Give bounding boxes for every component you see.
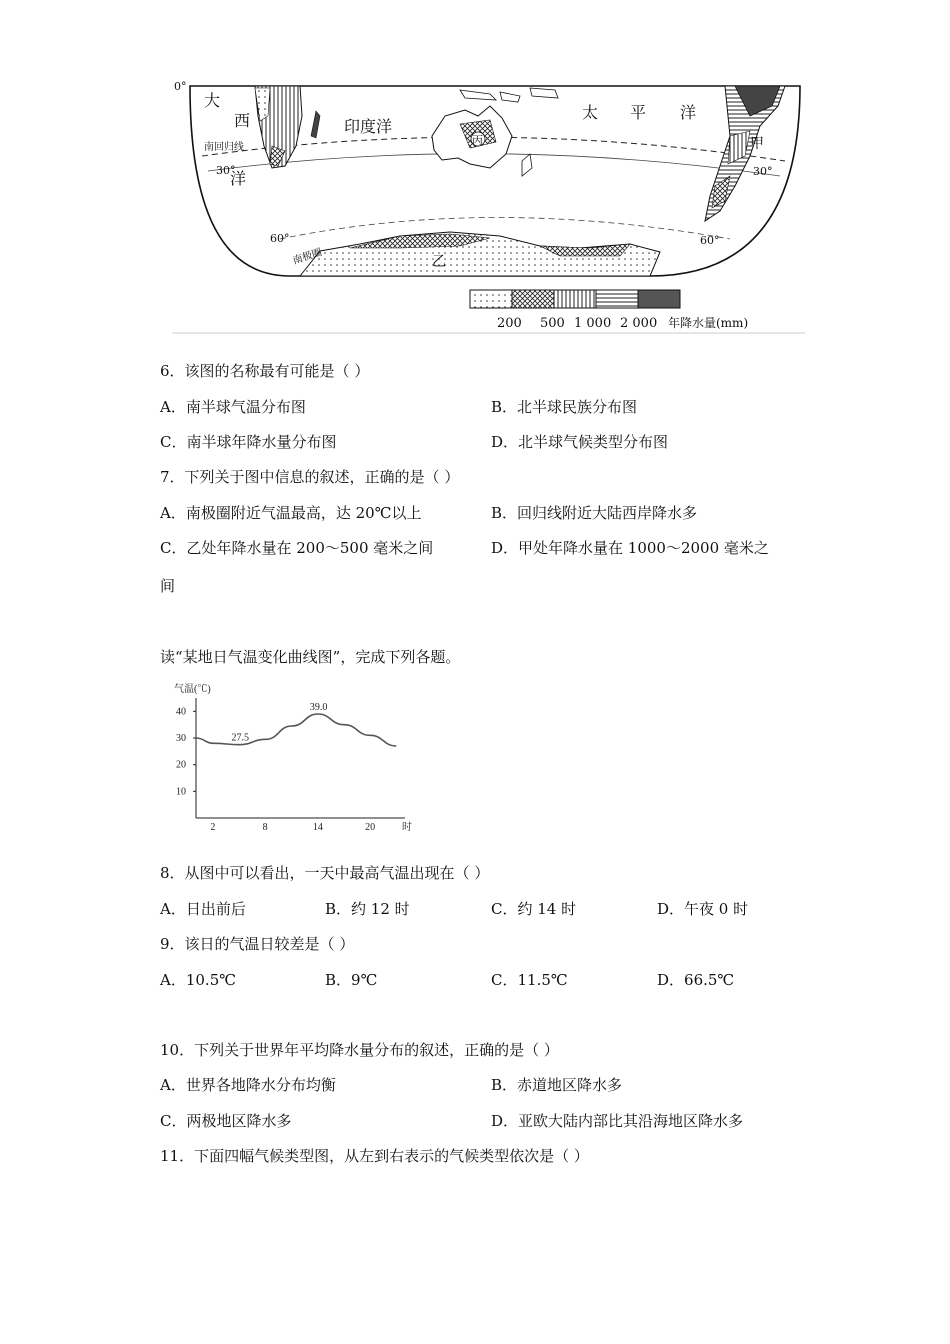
q8-stem: 8．从图中可以看出，一天中最高气温出现在（ ）: [160, 864, 490, 882]
indian-ocean-label: 印度洋: [344, 117, 393, 136]
q10-stem: 10．下列关于世界年平均降水量分布的叙述，正确的是（ ）: [160, 1041, 559, 1059]
lat30-left: 30°: [216, 164, 236, 177]
q6-option-d[interactable]: D．北半球气候类型分布图: [491, 433, 669, 451]
q9-option-d[interactable]: D．66.5℃: [657, 971, 735, 989]
q9-option-b[interactable]: B．9℃: [325, 971, 378, 989]
x-tick-label: 2: [210, 822, 216, 833]
q9-stem: 9．该日的气温日较差是（ ）: [160, 935, 355, 953]
q10-option-b[interactable]: B．赤道地区降水多: [491, 1076, 623, 1094]
pacific-char-2: 平: [630, 103, 647, 122]
q6-option-a[interactable]: A．南半球气温分布图: [160, 398, 306, 416]
y-tick-label: 20: [176, 759, 186, 771]
data-label: 39.0: [309, 702, 328, 713]
q7-stem: 7．下列关于图中信息的叙述，正确的是（ ）: [160, 468, 460, 486]
atlantic-char-2: 西: [234, 111, 251, 130]
pacific-char-1: 太: [582, 103, 599, 122]
y-tick-label: 40: [176, 706, 186, 718]
equator-label: 0°: [174, 80, 187, 93]
q6-stem: 6．该图的名称最有可能是（ ）: [160, 362, 370, 380]
lat60-left: 60°: [270, 232, 290, 245]
label-yi: 乙: [432, 254, 446, 270]
daily-temperature-chart: [170, 680, 420, 835]
y-tick-label: 30: [176, 733, 186, 744]
label-bing: 丙: [472, 134, 483, 147]
legend-200: 200: [497, 316, 522, 331]
q10-option-d[interactable]: D．亚欧大陆内部比其沿海地区降水多: [491, 1112, 744, 1130]
label-jia: 甲: [750, 136, 764, 152]
q8-option-d[interactable]: D．午夜 0 时: [657, 900, 749, 918]
atlantic-char-3: 洋: [230, 169, 247, 188]
q10-option-a[interactable]: A．世界各地降水分布均衡: [160, 1076, 336, 1094]
legend-1000: 1 000: [574, 316, 612, 331]
tropic-label: 南回归线: [204, 142, 244, 153]
precipitation-map: [160, 76, 805, 338]
chart-ylabel: 气温(℃): [174, 684, 211, 695]
data-label: 27.5: [231, 732, 250, 744]
legend-unit: 年降水量(mm): [668, 316, 749, 330]
chart-xlabel: 时: [402, 822, 412, 833]
legend: [470, 290, 748, 331]
q6-option-c[interactable]: C．南半球年降水量分布图: [160, 433, 337, 451]
q8-option-a[interactable]: A．日出前后: [160, 900, 246, 918]
q8-option-c[interactable]: C．约 14 时: [491, 900, 577, 918]
atlantic-char-1: 大: [204, 91, 221, 110]
legend-500: 500: [540, 316, 565, 331]
x-tick-label: 14: [312, 822, 323, 833]
y-tick-label: 10: [176, 786, 186, 798]
q6-option-b[interactable]: B．北半球民族分布图: [491, 398, 638, 416]
x-tick-label: 20: [365, 822, 376, 833]
q10-option-c[interactable]: C．两极地区降水多: [160, 1112, 292, 1130]
q7-option-c[interactable]: C．乙处年降水量在 200～500 毫米之间: [160, 539, 434, 557]
q9-option-c[interactable]: C．11.5℃: [491, 971, 568, 989]
q11-stem: 11．下面四幅气候类型图，从左到右表示的气候类型依次是（ ）: [160, 1147, 589, 1165]
q7-option-d[interactable]: D．甲处年降水量在 1000～2000 毫米之: [491, 539, 769, 557]
q9-option-a[interactable]: A．10.5℃: [160, 971, 237, 989]
legend-2000: 2 000: [620, 316, 658, 331]
reading-prompt: 读“某地日气温变化曲线图”，完成下列各题。: [160, 648, 461, 666]
q8-option-b[interactable]: B．约 12 时: [325, 900, 410, 918]
q7-option-d-wrap: 间: [160, 577, 176, 595]
pacific-char-3: 洋: [680, 103, 697, 122]
lat60-right: 60°: [700, 234, 720, 247]
q7-option-a[interactable]: A．南极圈附近气温最高，达 20℃以上: [160, 504, 422, 522]
lat30-right: 30°: [753, 165, 773, 178]
temperature-curve: [196, 714, 396, 746]
x-tick-label: 8: [262, 822, 268, 833]
q7-option-b[interactable]: B．回归线附近大陆西岸降水多: [491, 504, 698, 522]
antarctic-circle-label: 南极圈: [291, 247, 324, 267]
